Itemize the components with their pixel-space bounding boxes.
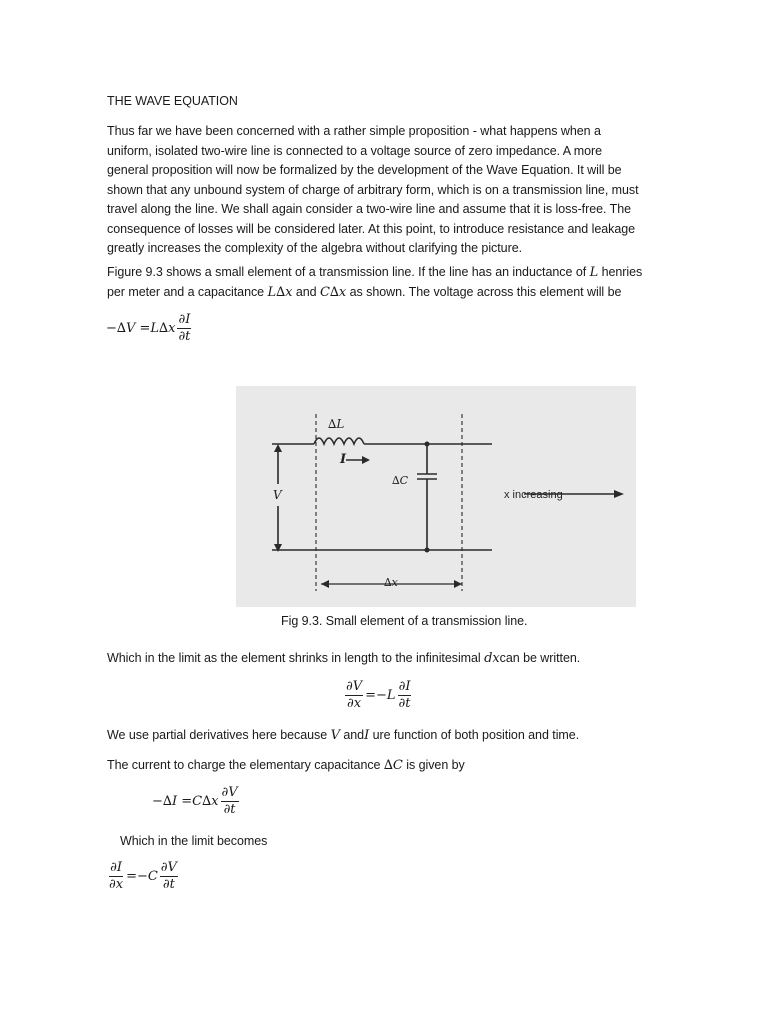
text-run: henries xyxy=(598,265,643,279)
arrowhead xyxy=(454,580,462,588)
paragraph-line: consequence of losses will be considered later. At this point, to introduce resistance and leakage xyxy=(107,221,636,236)
fraction xyxy=(160,861,178,892)
text-run: can be written. xyxy=(499,651,581,665)
paragraph-line: shown that any unbound system of charge of arbitrary form, which is on a transmission line, must xyxy=(107,182,639,197)
equation-operator: =−L xyxy=(365,687,396,703)
math-symbol: C∆x xyxy=(319,284,347,300)
paragraph-line: travel along the line. We shall again consider a two-wire line and assume that it is loss-free. The xyxy=(107,202,632,216)
fraction-denominator: ∂t xyxy=(223,802,236,817)
limit-paragraph xyxy=(107,649,580,669)
equation-operator: =−C xyxy=(126,868,158,884)
arrowhead xyxy=(274,444,282,452)
text-run: The current to charge the elementary capacitance xyxy=(107,758,384,772)
label-voltage: V xyxy=(273,488,282,502)
fraction-denominator: ∂t xyxy=(178,329,191,344)
fraction-denominator: ∂t xyxy=(398,696,411,711)
math-symbol: dx xyxy=(484,651,500,666)
math-symbol: I xyxy=(364,728,370,743)
arrowhead xyxy=(362,456,370,464)
arrowhead xyxy=(321,580,329,588)
fraction xyxy=(221,786,239,817)
text-run: We use partial derivatives here because xyxy=(107,728,331,742)
text-run: and xyxy=(339,728,365,742)
intro-paragraph xyxy=(107,122,667,259)
text-run: ure function of both position and time. xyxy=(369,728,580,742)
fraction xyxy=(345,680,363,711)
label-delta-c: ∆C xyxy=(392,474,409,487)
equation-lhs: −∆V =L∆x xyxy=(106,320,176,336)
limit-becomes-text: Which in the limit becomes xyxy=(120,834,268,848)
paragraph-line: uniform, isolated two-wire line is connected to a voltage source of zero impedance. A more xyxy=(107,143,603,158)
fraction-numerator: ∂V xyxy=(346,679,363,694)
math-symbol: L∆x xyxy=(267,284,293,300)
paragraph-line xyxy=(107,283,667,303)
partial-derivatives-paragraph xyxy=(107,726,579,746)
math-symbol: ∆C xyxy=(383,758,403,773)
paragraph-line: Thus far we have been concerned with a rather simple proposition - what happens when a xyxy=(107,124,601,138)
text-run: per meter and a capacitance xyxy=(107,284,268,299)
equation-lhs: −∆I =C∆x xyxy=(152,793,219,809)
label-delta-x: ∆x xyxy=(384,576,398,589)
section-title: THE WAVE EQUATION xyxy=(107,94,238,108)
label-x-increasing: x increasing xyxy=(504,489,563,501)
fraction-numerator: ∂V xyxy=(221,785,238,800)
fraction xyxy=(398,680,412,711)
fraction-numerator: ∂I xyxy=(110,860,122,875)
fraction-numerator: ∂V xyxy=(160,860,177,875)
fraction-denominator: ∂t xyxy=(162,877,175,892)
figure-reference-paragraph xyxy=(107,263,667,302)
text-run: Which in the limit as the element shrinks in length to the infinitesimal xyxy=(107,651,485,665)
math-symbol: V xyxy=(330,728,340,743)
text-run: is given by xyxy=(402,758,465,772)
paragraph-line: general proposition will now be formalized by the development of the Wave Equation. It will be xyxy=(107,163,622,177)
fraction xyxy=(177,313,191,344)
junction-dot xyxy=(425,548,430,553)
text-run: as shown. The voltage across this element will be xyxy=(346,284,622,299)
label-current: I xyxy=(340,452,347,467)
fraction-numerator: ∂I xyxy=(178,312,191,327)
fraction-denominator: ∂x xyxy=(109,877,124,892)
paragraph-line: greatly increases the complexity of the algebra without clarifying the picture. xyxy=(107,241,523,255)
figure-caption: Fig 9.3. Small element of a transmission line. xyxy=(281,614,528,628)
equation-voltage-drop xyxy=(106,313,193,344)
text-run: Figure 9.3 shows a small element of a transmission line. If the line has an inductance of xyxy=(107,265,590,279)
equation-voltage-derivative xyxy=(343,680,414,711)
equation-current-derivative xyxy=(106,861,180,892)
text-run: and xyxy=(292,284,320,299)
paragraph-line xyxy=(107,263,667,283)
fraction-denominator: ∂x xyxy=(347,696,362,711)
inductor-coil xyxy=(314,438,364,444)
arrowhead xyxy=(614,490,624,498)
math-symbol: L xyxy=(589,265,599,280)
label-delta-l: ∆L xyxy=(328,417,345,431)
equation-current-drop xyxy=(152,786,241,817)
fraction-numerator: ∂I xyxy=(398,679,411,694)
capacitance-paragraph xyxy=(107,756,465,776)
transmission-line-figure xyxy=(236,386,636,607)
junction-dot xyxy=(425,442,430,447)
fraction xyxy=(108,861,124,892)
circuit-diagram xyxy=(236,386,636,607)
